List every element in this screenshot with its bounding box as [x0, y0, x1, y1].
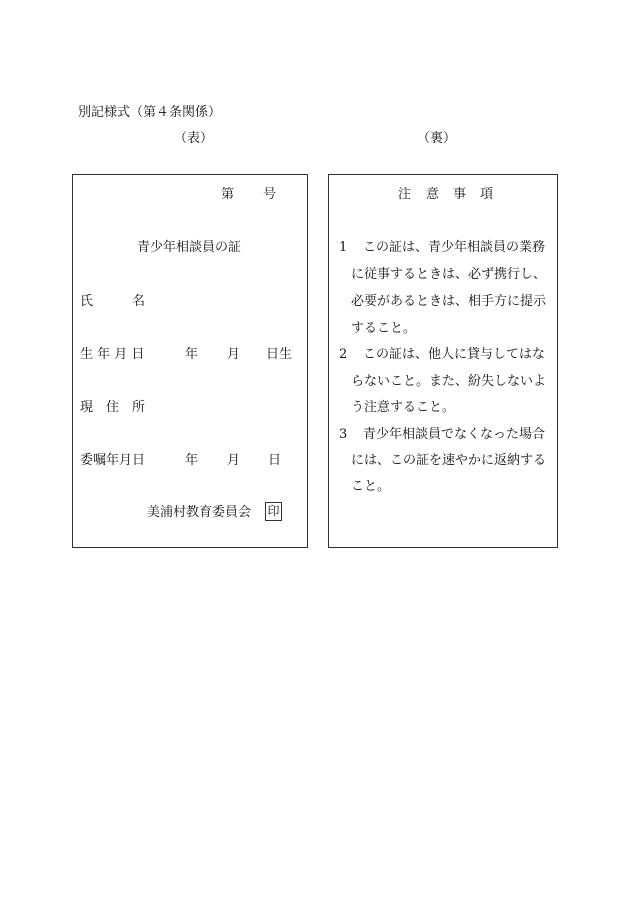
note-number: 3 [339, 427, 348, 442]
note-line: こと。 [351, 479, 391, 494]
issuer: 美浦村教育委員会 [147, 505, 252, 520]
seal-box: 印 [265, 502, 282, 521]
notes-heading-3: 事 [453, 187, 467, 202]
note-number: 2 [339, 347, 348, 362]
note-line: この証は、青少年相談員の業務 [363, 240, 546, 255]
birth-day: 日生 [266, 347, 293, 362]
card-title: 青少年相談員の証 [137, 240, 242, 255]
note-line: には、この証を速やかに返納する [351, 453, 547, 468]
note-number: 1 [339, 240, 348, 255]
name-label-first: 氏 [80, 294, 94, 309]
note-line: すること。 [351, 321, 417, 336]
address-label-first: 現 [80, 400, 94, 415]
commission-label: 委嘱年月日 [80, 453, 146, 468]
note-line: う注意すること。 [351, 400, 456, 415]
address-label-third: 所 [132, 400, 146, 415]
birth-month: 月 [227, 347, 241, 362]
notes-heading-4: 項 [480, 187, 494, 202]
number-suffix: 号 [263, 187, 277, 202]
note-line: に従事するときは、必ず携行し、 [351, 267, 547, 282]
birth-year: 年 [185, 347, 199, 362]
name-label-second: 名 [132, 294, 146, 309]
commission-month: 月 [227, 453, 241, 468]
note-line: らないこと。また、紛失しないよ [351, 374, 547, 389]
form-title: 別記様式（第４条関係） [78, 105, 222, 120]
note-line: 青少年相談員でなくなった場合 [363, 427, 546, 442]
number-label: 第 [221, 187, 235, 202]
birth-label: 生 年 月 日 [80, 347, 145, 362]
note-line: 必要があるときは、相手方に提示 [351, 294, 547, 309]
id-card-front [72, 174, 308, 548]
front-label: （表） [174, 131, 214, 146]
commission-year: 年 [185, 453, 199, 468]
notes-heading-2: 意 [426, 187, 440, 202]
notes-heading-1: 注 [398, 187, 412, 202]
id-card-back [328, 174, 558, 548]
address-label-second: 住 [106, 400, 120, 415]
commission-day: 日 [268, 453, 282, 468]
back-label: （裏） [417, 131, 457, 146]
note-line: この証は、他人に貸与してはな [363, 347, 546, 362]
